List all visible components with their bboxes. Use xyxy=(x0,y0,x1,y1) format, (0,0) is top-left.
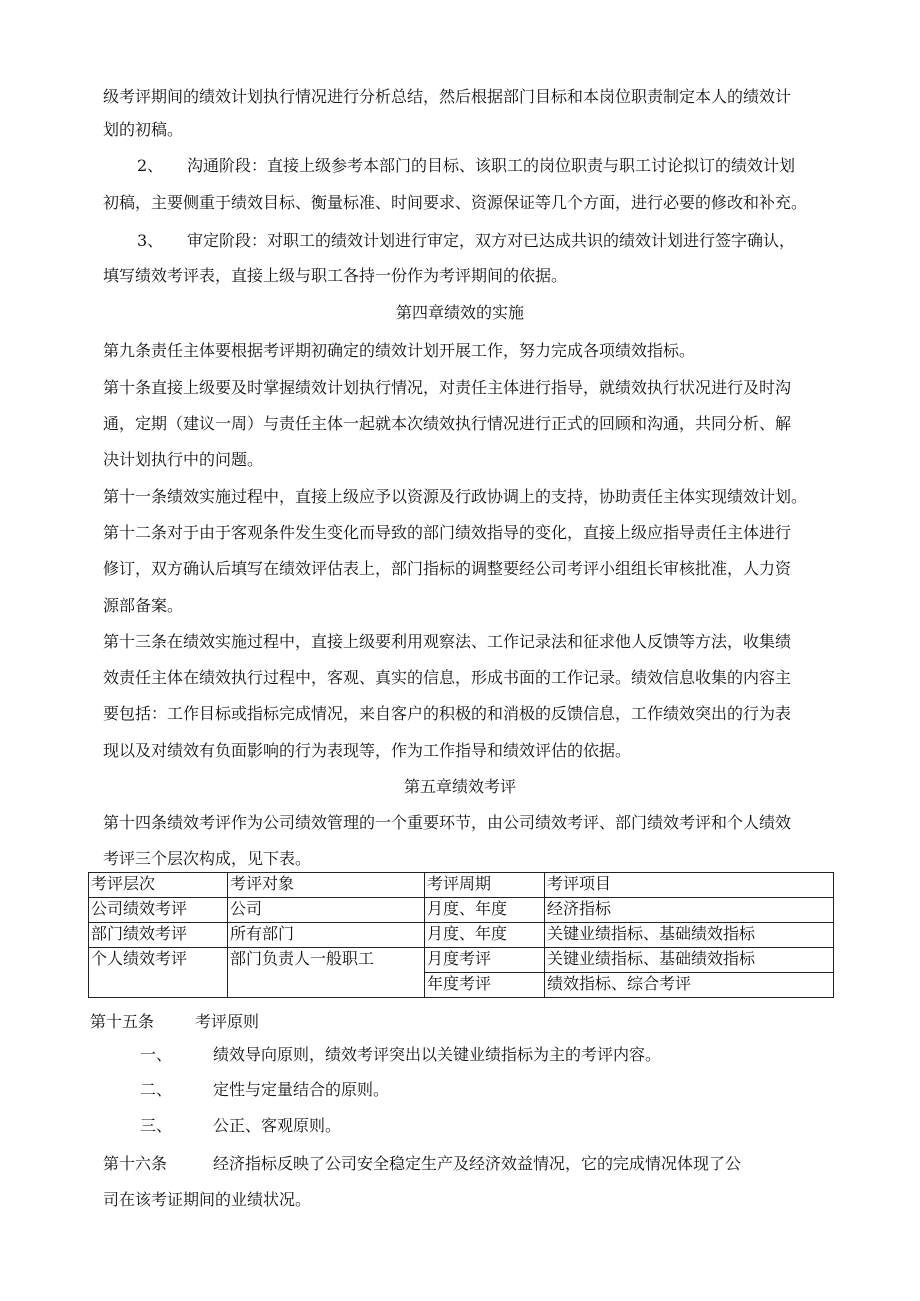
article-13-line-1: 第十三条在绩效实施过程中，直接上级要利用观察法、工作记录法和征求他人反馈等方法，收集绩 xyxy=(103,632,792,651)
step-2-number: 2、 xyxy=(137,156,164,175)
article-13-line-3: 要包括：工作目标或指标完成情况，来自客户的积极的和消极的反馈信息，工作绩效突出的行为表 xyxy=(103,704,792,723)
article-10-line-1: 第十条直接上级要及时掌握绩效计划执行情况，对责任主体进行指导，就绩效执行状况进行及时沟 xyxy=(103,378,792,397)
article-12-line-1: 第十二条对于由于客观条件发生变化而导致的部门绩效指导的变化，直接上级应指导责任主体进行 xyxy=(103,523,792,542)
step-2-line-1: 沟通阶段：直接上级参考本部门的目标、该职工的岗位职责与职工讨论拟订的绩效计划 xyxy=(187,156,796,175)
table-header-cell: 考评项目 xyxy=(545,873,834,898)
principle-3-number: 三、 xyxy=(140,1116,173,1135)
step-2-line-2: 初稿，主要侧重于绩效目标、衡量标准、时间要求、资源保证等几个方面，进行必要的修改和补充。 xyxy=(103,193,808,212)
table-header-cell: 考评对象 xyxy=(228,873,425,898)
principle-2-text: 定性与定量结合的原则。 xyxy=(213,1080,390,1099)
intro-line-1: 级考评期间的绩效计划执行情况进行分析总结，然后根据部门目标和本岗位职责制定本人的绩效计 xyxy=(103,87,792,106)
table-header-cell: 考评层次 xyxy=(89,873,228,898)
table-header-cell: 考评周期 xyxy=(425,873,545,898)
table-cell: 关键业绩指标、基础绩效指标 xyxy=(545,923,834,948)
article-10-line-3: 决计划执行中的问题。 xyxy=(103,450,264,469)
table-cell: 绩效指标、综合考评 xyxy=(545,973,834,998)
article-16-line-1: 经济指标反映了公司安全稳定生产及经济效益情况，它的完成情况体现了公 xyxy=(213,1154,742,1173)
article-12-line-2: 修订，双方确认后填写在绩效评估表上，部门指标的调整要经公司考评小组组长审核批准，人力资 xyxy=(103,559,792,578)
chapter-4-title: 第四章绩效的实施 xyxy=(395,303,524,322)
table-cell: 月度、年度 xyxy=(425,923,545,948)
table-cell: 月度考评 xyxy=(425,948,545,973)
principle-1-text: 绩效导向原则，绩效考评突出以关键业绩指标为主的考评内容。 xyxy=(213,1045,662,1064)
table-cell: 关键业绩指标、基础绩效指标 xyxy=(545,948,834,973)
step-3-line-2: 填写绩效考评表，直接上级与职工各持一份作为考评期间的依据。 xyxy=(103,266,568,285)
principle-3-text: 公正、客观原则。 xyxy=(213,1116,342,1135)
table-header-row xyxy=(89,873,834,898)
table-cell: 个人绩效考评 xyxy=(89,948,228,998)
article-13-line-4: 现以及对绩效有负面影响的行为表现等，作为工作指导和绩效评估的依据。 xyxy=(103,741,632,760)
table-row xyxy=(89,923,834,948)
table-cell: 公司绩效考评 xyxy=(89,898,228,923)
table-cell: 部门负责人一般职工 xyxy=(228,948,425,998)
table-row xyxy=(89,898,834,923)
table-cell: 所有部门 xyxy=(228,923,425,948)
article-14-line-1: 第十四条绩效考评作为公司绩效管理的一个重要环节，由公司绩效考评、部门绩效考评和个人绩效 xyxy=(103,813,792,832)
table-cell: 经济指标 xyxy=(545,898,834,923)
article-16-line-2: 司在该考证期间的业绩状况。 xyxy=(103,1190,312,1209)
table-row xyxy=(89,948,834,973)
principle-1-number: 一、 xyxy=(140,1045,173,1064)
intro-line-2: 划的初稿。 xyxy=(103,120,184,139)
article-14-line-2: 考评三个层次构成，见下表。 xyxy=(103,849,312,868)
article-9: 第九条责任主体要根据考评期初确定的绩效计划开展工作，努力完成各项绩效指标。 xyxy=(103,341,696,360)
table-cell: 公司 xyxy=(228,898,425,923)
table-cell: 年度考评 xyxy=(425,973,545,998)
step-3-number: 3、 xyxy=(137,231,164,250)
chapter-5-title: 第五章绩效考评 xyxy=(403,777,516,796)
article-15-number: 第十五条 xyxy=(90,1012,155,1031)
article-16-number: 第十六条 xyxy=(103,1154,168,1173)
principle-2-number: 二、 xyxy=(140,1080,173,1099)
article-13-line-2: 效责任主体在绩效执行过程中，客观、真实的信息，形成书面的工作记录。绩效信息收集的内容主 xyxy=(103,668,792,687)
assessment-table xyxy=(88,872,834,998)
article-15-title: 考评原则 xyxy=(195,1012,260,1031)
table-cell: 部门绩效考评 xyxy=(89,923,228,948)
article-11: 第十一条绩效实施过程中，直接上级应予以资源及行政协调上的支持，协助责任主体实现绩效计划。 xyxy=(103,487,808,506)
article-10-line-2: 通，定期（建议一周）与责任主体一起就本次绩效执行情况进行正式的回顾和沟通，共同分析、解 xyxy=(103,414,792,433)
table-cell: 月度、年度 xyxy=(425,898,545,923)
article-12-line-3: 源部备案。 xyxy=(103,596,184,615)
step-3-line-1: 审定阶段：对职工的绩效计划进行审定，双方对已达成共识的绩效计划进行签字确认， xyxy=(187,231,796,250)
